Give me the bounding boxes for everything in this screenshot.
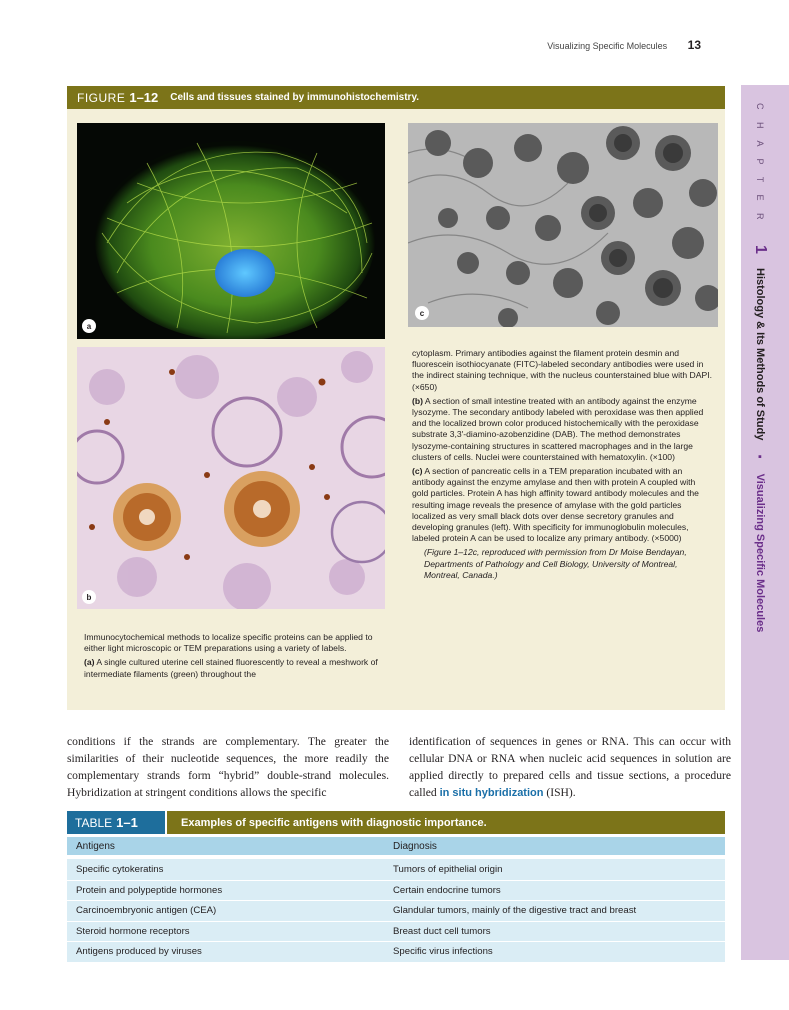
caption-a [84, 657, 384, 679]
caption-b-text: A section of small intestine treated with an antibody against the enzyme lysozyme. The secondary antibody labeled with peroxidase was then applied and the localized brown color produced histochemically with the peroxidase substrate 3,3′-diamino-azobenzidine (DAB). The method demonstrates lysozyme-containing structures in scattered macrophages and in the large clusters of cells. Nuclei were counterstained with hematoxylin. (×100) [412, 395, 704, 462]
caption-c-label: (c) [412, 466, 423, 477]
body-right-start: identification of sequences in genes or RNA. This can occur with cellular DNA or RNA when nucleic acid sequences in solution are applied directly to prepared cells and tissue sections, a procedure called [409, 735, 731, 799]
table-label: TABLE [75, 815, 113, 830]
panel-label-b: b [82, 590, 96, 604]
antigen-cell: Protein and polypeptide hormones [76, 884, 223, 896]
diagnosis-cell: Glandular tumors, mainly of the digestive tract and breast [393, 905, 637, 917]
bullet-separator: ▪ [754, 451, 766, 464]
table-row [67, 921, 725, 942]
figure-credit [412, 547, 712, 581]
caption-c-text: A section of pancreatic cells in a TEM preparation incubated with an antibody against the enzyme amylase and then with protein A coupled with gold particles. Protein A has high affinity toward antibody molecules and the resulting image reveals the presence of amylase with the gold particles localized as very small black dots over dense secretory granules and developing granules (left). With specificity for immunoglobulin molecules, labeled protein A can be used to localize any primary antibody. (×5000) [412, 466, 699, 544]
table-number: 1–1 [116, 815, 138, 830]
table-header-row [67, 837, 725, 855]
table-row [67, 941, 725, 962]
table-title-bar [67, 811, 725, 834]
panel-label-a: a [82, 319, 96, 333]
table-title: Examples of specific antigens with diagnostic importance. [167, 811, 725, 834]
page-number: 13 [687, 38, 701, 52]
caption-b-label: (b) [412, 395, 423, 406]
figure-label: FIGURE [77, 90, 126, 105]
header-antigens: Antigens [76, 840, 115, 852]
body-right-end: (ISH). [543, 786, 576, 799]
figure-title: Cells and tissues stained by immunohistochemistry. [170, 92, 420, 103]
table-body [67, 859, 725, 962]
chapter-tab-text [751, 103, 769, 632]
chapter-side-tab [741, 85, 789, 960]
table-row [67, 859, 725, 880]
caption-a-text: A single cultured uterine cell stained fluorescently to reveal a meshwork of intermediate filaments (green) throughout the [84, 657, 378, 679]
key-term-ish: in situ hybridization [439, 787, 544, 799]
caption-b [412, 396, 712, 463]
section-title: Visualizing Specific Molecules [754, 473, 766, 633]
caption-a-label: (a) [84, 657, 95, 668]
diagnosis-cell: Tumors of epithelial origin [393, 863, 503, 875]
micrograph-b-intestine [77, 347, 385, 609]
table-label-box [67, 811, 165, 834]
body-text-left: conditions if the strands are complementary. The greater the similarities of their nucleotide sequences, the more readily the complementary strands form “hybrid” double-strand molecules. Hybridization at stringent conditions allows the specific [67, 735, 389, 799]
figure-caption-left [84, 632, 384, 683]
micrograph-a-fluorescent-cell [77, 123, 385, 339]
caption-c [412, 466, 712, 544]
chapter-title: Histology & Its Methods of Study [754, 268, 766, 441]
micrograph-c-tem-pancreas [408, 123, 718, 327]
figure-number: 1–12 [129, 90, 159, 105]
caption-intro: Immunocytochemical methods to localize specific proteins can be applied to either light microscopic or TEM preparations using a variety of labels. [84, 632, 373, 654]
credit-prefix: ( [424, 547, 427, 558]
chapter-number: 1 [752, 244, 769, 254]
running-head [547, 38, 701, 52]
table-row [67, 900, 725, 921]
antigen-cell: Steroid hormone receptors [76, 925, 190, 937]
table-row [67, 880, 725, 901]
antigen-table [67, 811, 725, 962]
antigen-cell: Antigens produced by viruses [76, 946, 202, 958]
diagnosis-cell: Breast duct cell tumors [393, 925, 491, 937]
diagnosis-cell: Certain endocrine tumors [393, 884, 501, 896]
panel-label-c: c [415, 306, 429, 320]
credit-text: Figure 1–12c, reproduced with permission from Dr Moise Bendayan, Departments of Pathology and Cell Biology, University of Montreal, Montreal, Canada. [424, 547, 687, 580]
diagnosis-cell: Specific virus infections [393, 946, 493, 958]
figure-caption-right [412, 348, 712, 584]
figure-title-bar [67, 86, 725, 109]
caption-a-continued: cytoplasm. Primary antibodies against the filament protein desmin and fluorescein isothiocyanate (FITC)-labeled secondary antibodies were used in the indirect staining technique, with the nucleus counterstained blue with DAPI. (×650) [412, 348, 713, 392]
credit-suffix: ) [494, 569, 498, 580]
running-title: Visualizing Specific Molecules [547, 41, 668, 51]
body-text-right [409, 733, 731, 802]
header-diagnosis: Diagnosis [393, 840, 437, 852]
antigen-cell: Specific cytokeratins [76, 863, 164, 875]
antigen-cell: Carcinoembryonic antigen (CEA) [76, 905, 217, 917]
chapter-word: C H A P T E R [755, 103, 765, 225]
